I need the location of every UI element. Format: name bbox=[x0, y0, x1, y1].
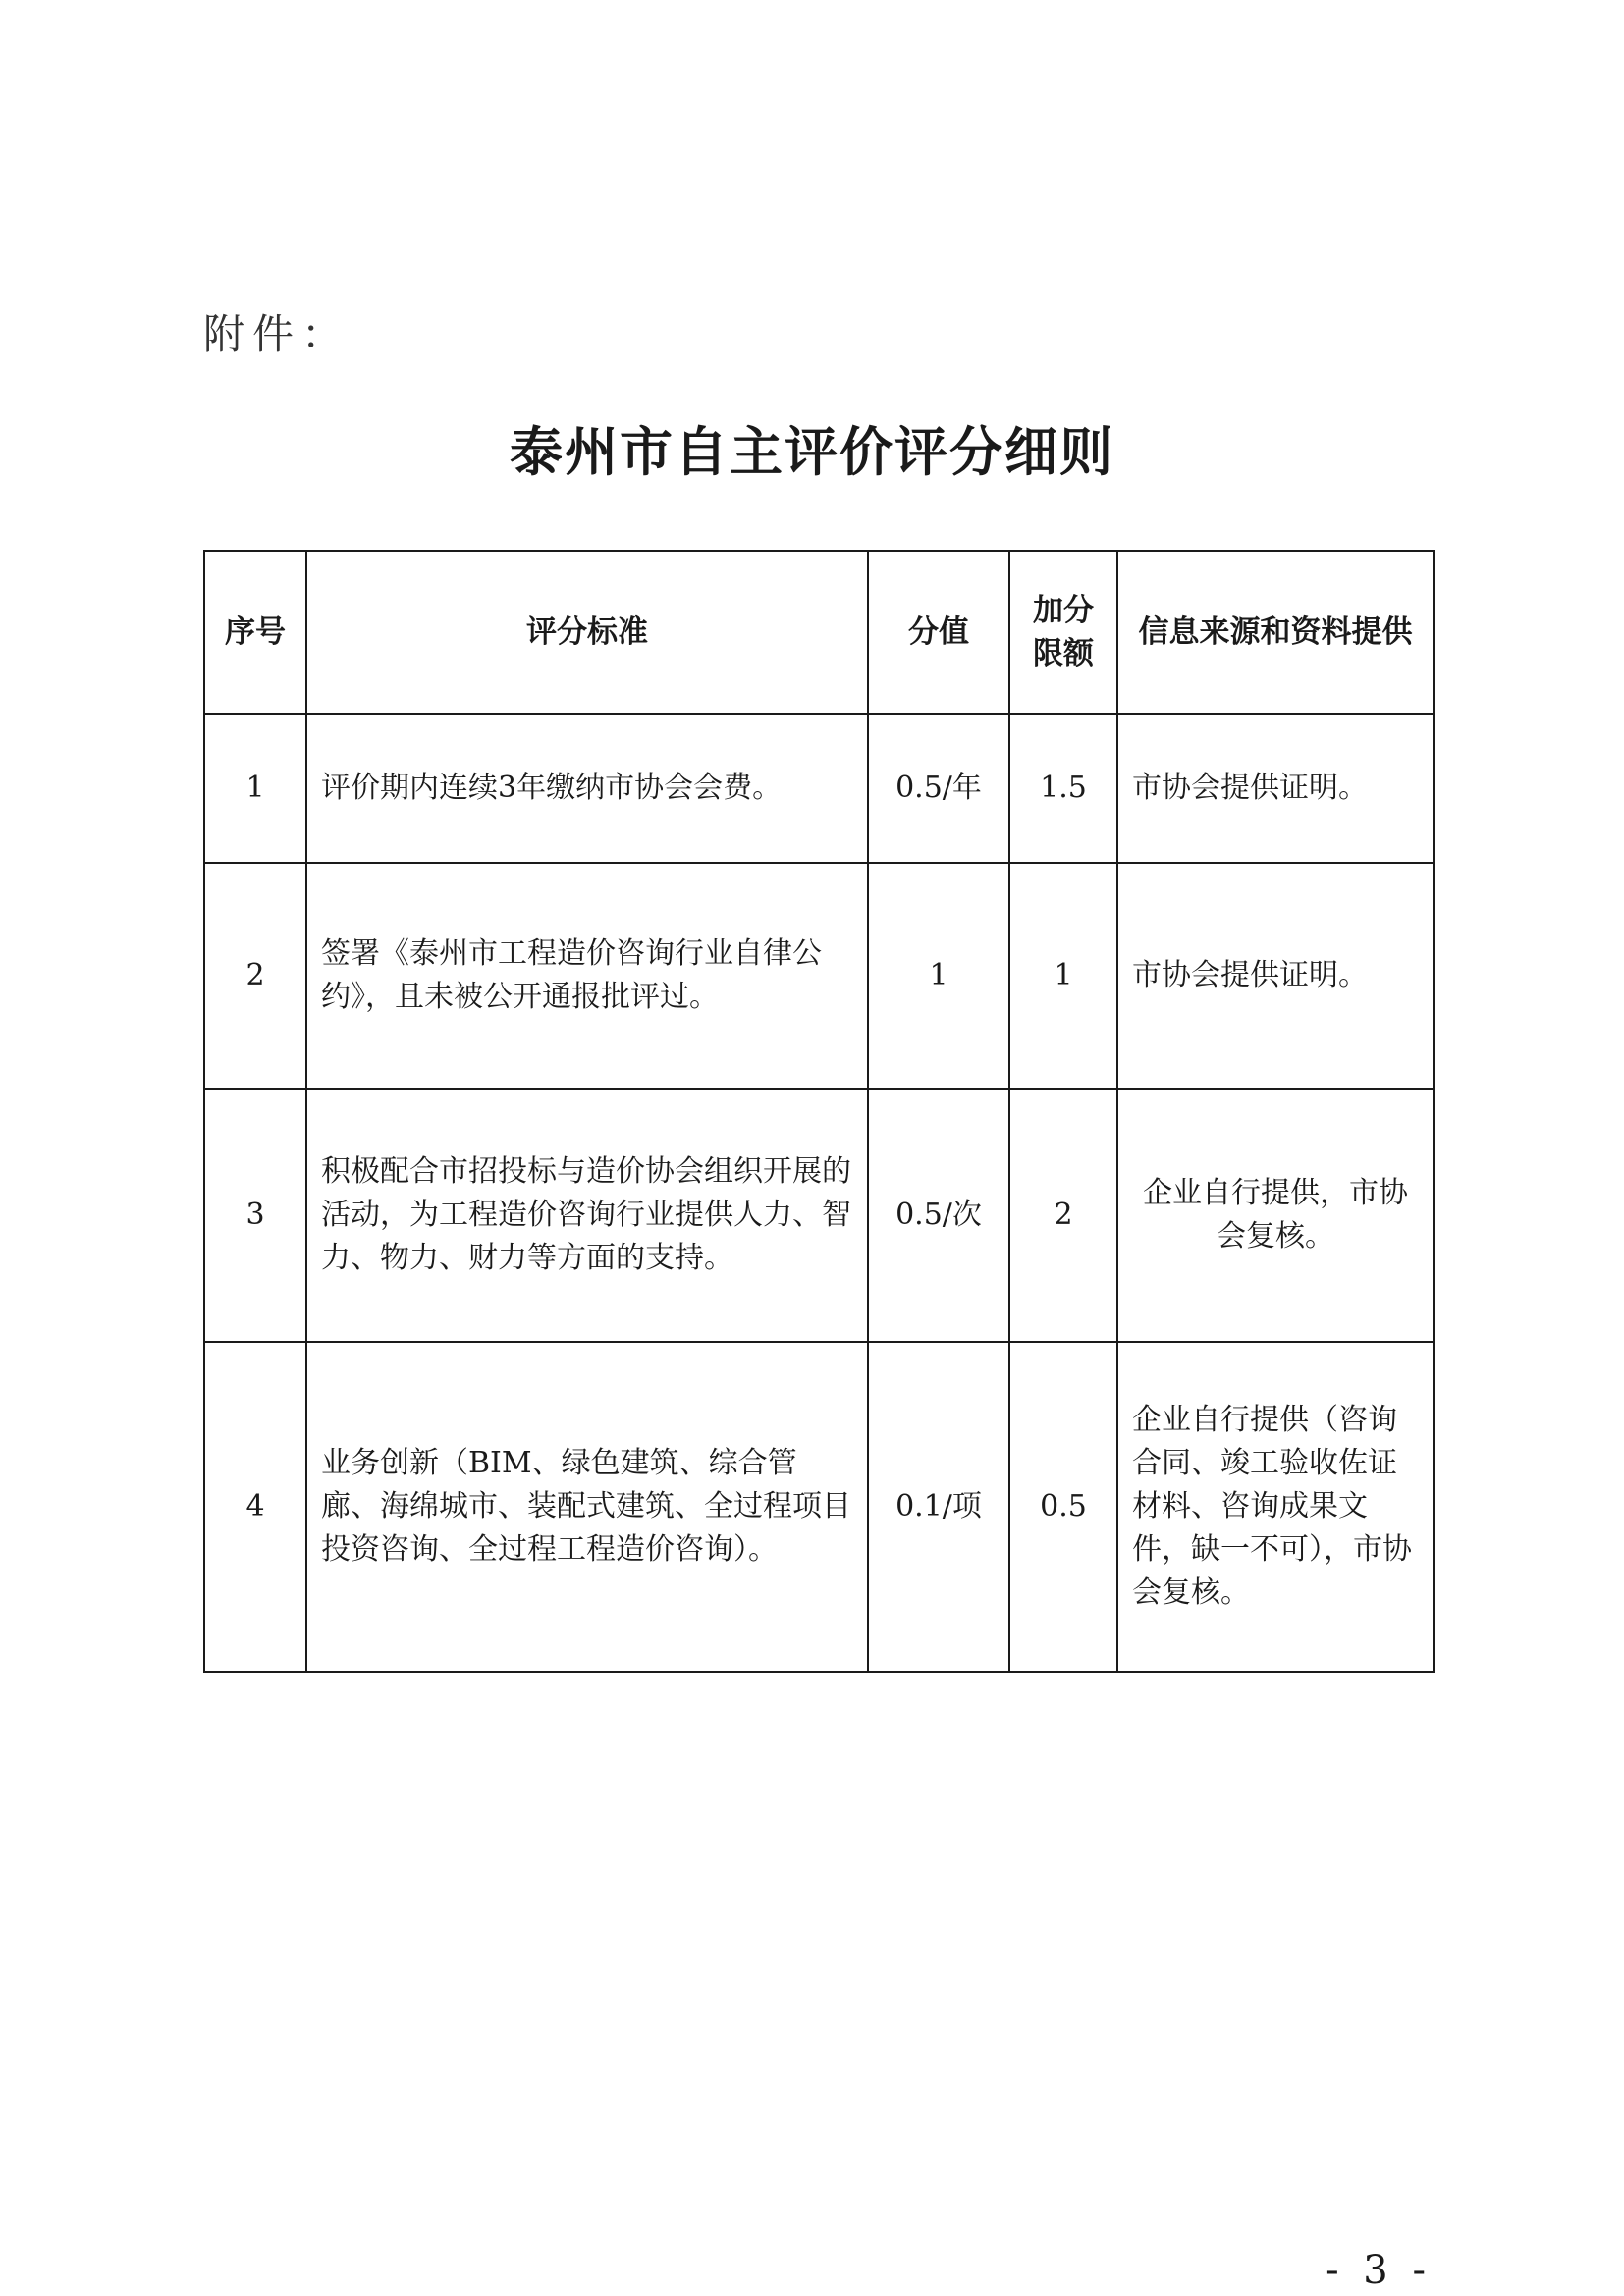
row-score: 0.5/年 bbox=[868, 714, 1009, 863]
row-score: 1 bbox=[868, 863, 1009, 1089]
page-number: - 3 - bbox=[1326, 2248, 1432, 2293]
row-score: 0.5/次 bbox=[868, 1089, 1009, 1342]
row-index: 4 bbox=[204, 1342, 306, 1672]
table-row bbox=[204, 714, 1434, 863]
row-bonus-limit: 1 bbox=[1009, 863, 1117, 1089]
row-criteria: 业务创新（BIM、绿色建筑、综合管廊、海绵城市、装配式建筑、全过程项目投资咨询、全过程工程造价咨询）。 bbox=[306, 1342, 868, 1672]
row-criteria: 积极配合市招投标与造价协会组织开展的活动，为工程造价咨询行业提供人力、智力、物力、财力等方面的支持。 bbox=[306, 1089, 868, 1342]
document-title: 泰州市自主评价评分细则 bbox=[510, 421, 1114, 483]
row-bonus-limit: 2 bbox=[1009, 1089, 1117, 1342]
attachment-label: 附件： bbox=[203, 310, 352, 358]
row-source: 企业自行提供（咨询合同、竣工验收佐证材料、咨询成果文件，缺一不可），市协会复核。 bbox=[1117, 1342, 1434, 1672]
header-source: 信息来源和资料提供 bbox=[1117, 551, 1434, 714]
row-source: 市协会提供证明。 bbox=[1117, 714, 1434, 863]
header-index: 序号 bbox=[204, 551, 306, 714]
row-index: 2 bbox=[204, 863, 306, 1089]
table-row bbox=[204, 1342, 1434, 1672]
row-source: 企业自行提供，市协会复核。 bbox=[1117, 1089, 1434, 1342]
row-index: 1 bbox=[204, 714, 306, 863]
row-score: 0.1/项 bbox=[868, 1342, 1009, 1672]
row-bonus-limit: 0.5 bbox=[1009, 1342, 1117, 1672]
header-criteria: 评分标准 bbox=[306, 551, 868, 714]
row-index: 3 bbox=[204, 1089, 306, 1342]
row-bonus-limit: 1.5 bbox=[1009, 714, 1117, 863]
header-score: 分值 bbox=[868, 551, 1009, 714]
table-header-row bbox=[204, 551, 1434, 714]
row-source: 市协会提供证明。 bbox=[1117, 863, 1434, 1089]
row-criteria: 评价期内连续3年缴纳市协会会费。 bbox=[306, 714, 868, 863]
scoring-rules-table bbox=[203, 550, 1435, 1673]
row-criteria: 签署《泰州市工程造价咨询行业自律公约》，且未被公开通报批评过。 bbox=[306, 863, 868, 1089]
table-row bbox=[204, 1089, 1434, 1342]
table-row bbox=[204, 863, 1434, 1089]
header-bonus-limit: 加分限额 bbox=[1009, 551, 1117, 714]
